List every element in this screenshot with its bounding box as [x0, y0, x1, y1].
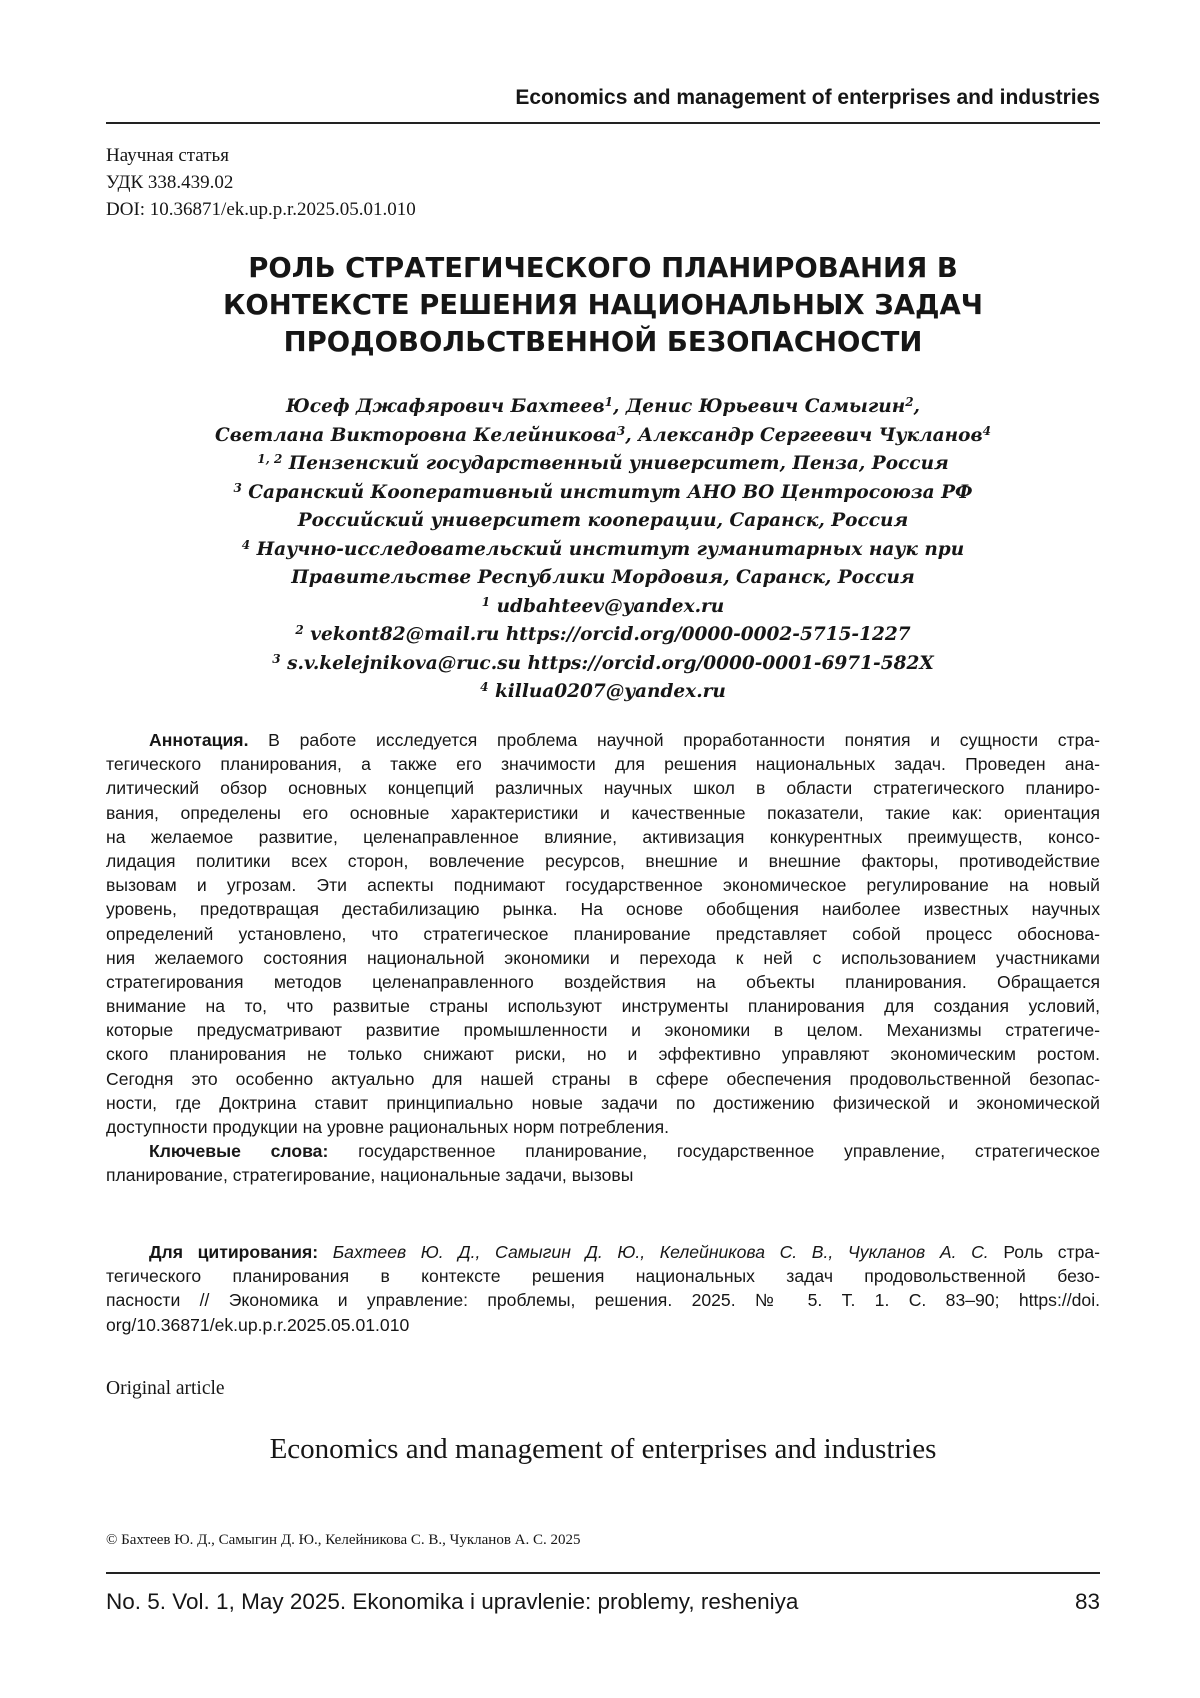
keywords-label: Ключевые слова: — [149, 1141, 328, 1161]
author-name: Александр Сергеевич Чукланов — [638, 425, 983, 446]
abstract-line: тегического планирования, а также его значимости для решения национальных задач. Проведен ана- — [106, 752, 1100, 776]
keywords-line: планирование, стратегирование, национальные задачи, вызовы — [106, 1163, 1100, 1187]
original-article-label: Original article — [106, 1376, 225, 1402]
abstract-line: внимание на то, что развитые страны используют инструменты планирования для создания условий, — [106, 994, 1100, 1018]
abstract-line: ния желаемого состояния национальной экономики и перехода к ней с использованием участниками — [106, 946, 1100, 970]
abstract-line: Аннотация. В работе исследуется проблема научной проработанности понятия и сущности стра- — [106, 728, 1100, 752]
keywords-line: Ключевые слова: государственное планирование, государственное управление, стратегическое — [106, 1139, 1100, 1163]
citation-line: Для цитирования: Бахтеев Ю. Д., Самыгин Д. Ю., Келейникова С. В., Чукланов А. С. Роль стра- — [106, 1240, 1100, 1264]
affiliation: 3 Саранский Кооперативный институт АНО ВО Центросоюза РФ — [106, 479, 1100, 508]
affiliation: 4 Научно-исследовательский институт гуманитарных наук при — [106, 536, 1100, 565]
title-line: ПРОДОВОЛЬСТВЕННОЙ БЕЗОПАСНОСТИ — [106, 324, 1100, 361]
article-title — [106, 250, 1100, 361]
udc-code: УДК 338.439.02 — [106, 169, 416, 196]
author-name: Юсеф Джафярович Бахтеев — [286, 396, 605, 417]
contact-line: 2 vekont82@mail.ru https://orcid.org/0000-0002-5715-1227 — [106, 621, 1100, 650]
copyright: © Бахтеев Ю. Д., Самыгин Д. Ю., Келейникова С. В., Чукланов А. С. 2025 — [106, 1530, 581, 1550]
footer-journal: No. 5. Vol. 1, May 2025. Ekonomika i upravlenie: problemy, resheniya — [106, 1587, 798, 1617]
title-line: РОЛЬ СТРАТЕГИЧЕСКОГО ПЛАНИРОВАНИЯ В — [106, 250, 1100, 287]
author-name: Денис Юрьевич Самыгин — [626, 396, 905, 417]
authors-line-2: Светлана Викторовна Келейникова3, Александр Сергеевич Чукланов4 — [106, 422, 1100, 451]
citation-label: Для цитирования: — [149, 1242, 318, 1262]
abstract-line: Сегодня это особенно актуально для нашей страны в сфере обеспечения продовольственной безопас- — [106, 1067, 1100, 1091]
email-link[interactable]: s.v.kelejnikova@ruc.su — [287, 653, 521, 674]
abstract-line: вызовам и угрозам. Эти аспекты поднимают государственное экономическое регулирование на новый — [106, 873, 1100, 897]
email-link[interactable]: udbahteev@yandex.ru — [497, 596, 725, 617]
contact-line: 1 udbahteev@yandex.ru — [106, 593, 1100, 622]
doi: DOI: 10.36871/ek.up.p.r.2025.05.01.010 — [106, 196, 416, 223]
abstract — [106, 728, 1100, 1188]
author-name: Светлана Викторовна Келейникова — [215, 425, 617, 446]
header-rule — [106, 122, 1100, 124]
abstract-line: которые предусматривают развитие промышленности и экономики в целом. Механизмы стратегиче- — [106, 1018, 1100, 1042]
contact-line: 4 killua0207@yandex.ru — [106, 678, 1100, 707]
footer-rule — [106, 1572, 1100, 1574]
email-link[interactable]: killua0207@yandex.ru — [495, 681, 726, 702]
abstract-line: уровень, предотвращая дестабилизацию рынка. На основе обобщения наиболее известных научных — [106, 897, 1100, 921]
abstract-line: лидация политики всех сторон, вовлечение ресурсов, внешние и внешние факторы, противодействие — [106, 849, 1100, 873]
section-title: Economics and management of enterprises and industries — [106, 1430, 1100, 1468]
abstract-label: Аннотация. — [149, 730, 248, 750]
orcid-link[interactable]: https://orcid.org/0000-0001-6971-582X — [527, 653, 933, 674]
abstract-line: доступности продукции на уровне рациональных норм потребления. — [106, 1115, 1100, 1139]
citation-line: пасности // Экономика и управление: проблемы, решения. 2025. № 5. Т. 1. С. 83–90; https://doi. — [106, 1288, 1100, 1312]
citation-line: org/10.36871/ek.up.p.r.2025.05.01.010 — [106, 1313, 1100, 1337]
affiliation-cont: Российский университет кооперации, Саранск, Россия — [106, 507, 1100, 536]
authors-block — [106, 393, 1100, 707]
abstract-line: на желаемое развитие, целенаправленное влияние, активизация конкурентных преимуществ, консо- — [106, 825, 1100, 849]
abstract-line: ности, где Доктрина ставит принципиально новые задачи по достижению физической и экономической — [106, 1091, 1100, 1115]
article-meta — [106, 142, 416, 223]
abstract-line: вания, определены его основные характеристики и качественные показатели, такие как: ориентация — [106, 801, 1100, 825]
contact-line: 3 s.v.kelejnikova@ruc.su https://orcid.org/0000-0001-6971-582X — [106, 650, 1100, 679]
page-number: 83 — [1075, 1587, 1100, 1617]
orcid-link[interactable]: https://orcid.org/0000-0002-5715-1227 — [506, 624, 911, 645]
journal-page — [0, 0, 1200, 1698]
affiliation-cont: Правительстве Республики Мордовия, Саранск, Россия — [106, 564, 1100, 593]
running-head: Economics and management of enterprises and industries — [106, 80, 1100, 116]
abstract-line: ского планирования не только снижают риски, но и эффективно управляют экономическим ростом. — [106, 1042, 1100, 1066]
affiliation: 1, 2 Пензенский государственный университет, Пенза, Россия — [106, 450, 1100, 479]
abstract-line: стратегирования методов целенаправленного воздействия на объекты планирования. Обращается — [106, 970, 1100, 994]
abstract-line: литический обзор основных концепций различных научных школ в области стратегического планиро- — [106, 776, 1100, 800]
email-link[interactable]: vekont82@mail.ru — [310, 624, 499, 645]
authors-line-1: Юсеф Джафярович Бахтеев1, Денис Юрьевич Самыгин2, — [106, 393, 1100, 422]
citation — [106, 1240, 1100, 1337]
title-line: КОНТЕКСТЕ РЕШЕНИЯ НАЦИОНАЛЬНЫХ ЗАДАЧ — [106, 287, 1100, 324]
abstract-line: определений установлено, что стратегическое планирование представляет собой процесс обоснова- — [106, 922, 1100, 946]
citation-line: тегического планирования в контексте решения национальных задач продовольственной безо- — [106, 1264, 1100, 1288]
article-type: Научная статья — [106, 142, 416, 169]
citation-authors: Бахтеев Ю. Д., Самыгин Д. Ю., Келейникова С. В., Чукланов А. С. — [333, 1242, 989, 1262]
